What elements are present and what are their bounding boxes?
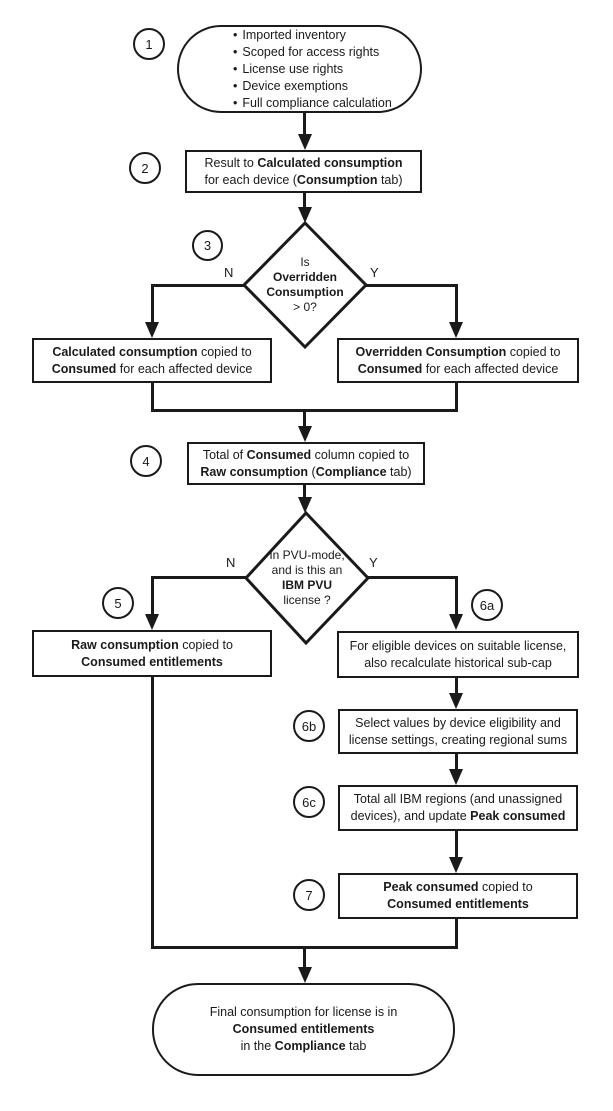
arrowhead-icon: [449, 322, 463, 338]
connector-no-branch: [151, 284, 245, 287]
decision-text-line: Is: [300, 255, 310, 269]
process-text-line: also recalculate historical sub-cap: [364, 655, 552, 670]
connector-merge-to-final: [303, 946, 306, 969]
total-regions-box: [338, 785, 578, 831]
bullet-text: License use rights: [242, 61, 344, 76]
bullet-dot-icon: •: [233, 95, 238, 110]
process-text-line: Peak consumed copied to: [383, 880, 533, 894]
step-badge-6b: [293, 710, 325, 742]
arrowhead-icon: [145, 614, 159, 630]
bullet-text: Scoped for access rights: [242, 44, 380, 59]
branch-label-yes: Y: [369, 555, 378, 570]
process-text-line: for each device (Consumption tab): [204, 172, 403, 187]
process-text-line: devices), and update Peak consumed: [350, 809, 566, 823]
step-badge-6b-label: 6b: [301, 718, 317, 734]
raw-copied-box: [32, 630, 272, 677]
step-badge-1-label: 1: [145, 36, 153, 52]
connector-6c-to-7: [455, 831, 458, 859]
connector-yes-branch: [366, 284, 458, 287]
decision-text-line: Overridden: [272, 270, 338, 284]
step-badge-5-label: 5: [114, 595, 122, 611]
connector-yes-branch: [455, 576, 458, 616]
process-text-line: Consumed entitlements: [81, 654, 223, 669]
terminator-text-line: in the Compliance tab: [240, 1039, 367, 1053]
step-badge-2: [129, 152, 161, 184]
arrowhead-icon: [298, 967, 312, 983]
branch-label-yes: Y: [370, 265, 379, 280]
step-badge-7: [293, 879, 325, 911]
connector-no-branch: [151, 284, 154, 324]
bullet-dot-icon: •: [233, 27, 238, 42]
process-text-line: Select values by device eligibility and: [355, 715, 561, 730]
arrowhead-icon: [145, 322, 159, 338]
process-text-line: Consumed entitlements: [387, 897, 529, 911]
list-item: [233, 27, 420, 44]
step-badge-6a-label: 6a: [479, 597, 495, 613]
process-text-line: Calculated consumption copied to: [52, 344, 252, 359]
step-badge-6c-label: 6c: [302, 794, 316, 810]
step-badge-3-label: 3: [203, 238, 212, 253]
step-badge-6c: [293, 786, 325, 818]
branch-label-no: N: [224, 265, 234, 280]
arrowhead-icon: [298, 134, 312, 150]
process-text-line: For eligible devices on suitable license,: [349, 638, 567, 653]
bullet-text: Imported inventory: [242, 27, 346, 42]
bullet-text: Full compliance calculation: [242, 95, 392, 110]
list-item: [233, 44, 420, 61]
arrowhead-icon: [449, 614, 463, 630]
start-terminator: [177, 25, 422, 113]
decision-text-line: Consumption: [266, 285, 344, 299]
step-badge-6a: [471, 589, 503, 621]
connector-no-branch: [151, 576, 246, 579]
decision-text-line: > 0?: [293, 300, 317, 314]
process-text-line: Raw consumption (Compliance tab): [200, 464, 412, 479]
process-text-line: license settings, creating regional sums: [348, 732, 568, 747]
bullet-dot-icon: •: [233, 61, 238, 76]
arrowhead-icon: [298, 426, 312, 442]
process-text-line: Consumed for each affected device: [51, 361, 253, 376]
list-item: [233, 95, 420, 112]
process-text-line: Overridden Consumption copied to: [355, 344, 561, 359]
pvu-decision-text: [246, 546, 368, 610]
arrowhead-icon: [449, 857, 463, 873]
connector-merge-left: [151, 383, 154, 412]
peak-copied-box: [338, 873, 578, 919]
bullet-text: Device exemptions: [242, 78, 348, 93]
process-text-line: Raw consumption copied to: [71, 637, 233, 652]
start-bullet-list: [179, 27, 420, 112]
step-badge-4: [130, 445, 162, 477]
connector-yes-branch: [366, 576, 458, 579]
decision-text-line: IBM PVU: [281, 578, 332, 592]
connector-peak-to-final: [455, 919, 458, 949]
step-badge-4-label: 4: [142, 453, 150, 469]
terminator-text-line: Final consumption for license is in: [209, 1005, 398, 1019]
calculated-copied-box: [32, 338, 272, 383]
connector-yes-branch: [455, 284, 458, 324]
arrowhead-icon: [449, 769, 463, 785]
process-text-line: Result to Calculated consumption: [204, 155, 403, 170]
decision-text-line: license ?: [283, 593, 331, 607]
result-process-box: [185, 150, 422, 193]
process-text-line: Consumed for each affected device: [357, 361, 559, 376]
decision-text-line: and is this an: [271, 563, 343, 577]
eligible-devices-box: [337, 631, 579, 678]
final-terminator: [152, 983, 455, 1076]
connector-start-to-result: [303, 113, 306, 136]
list-item: [233, 78, 420, 95]
overridden-copied-box: [337, 338, 579, 383]
select-values-box: [338, 709, 578, 754]
step-badge-2-label: 2: [141, 160, 149, 176]
decision-text-line: In PVU-mode,: [269, 548, 345, 562]
connector-raw-to-final: [151, 677, 154, 949]
step-badge-7-label: 7: [305, 887, 313, 903]
total-consumed-box: [187, 442, 425, 485]
process-text-line: Total all IBM regions (and unassigned: [353, 792, 563, 806]
terminator-text-line: Consumed entitlements: [232, 1022, 375, 1036]
connector-merge-right: [455, 383, 458, 412]
list-item: [233, 61, 420, 78]
arrowhead-icon: [449, 693, 463, 709]
bullet-dot-icon: •: [233, 44, 238, 59]
overridden-decision-text: [245, 253, 365, 317]
process-text-line: Total of Consumed column copied to: [202, 447, 410, 462]
step-badge-5: [102, 587, 134, 619]
branch-label-no: N: [226, 555, 236, 570]
connector-no-branch: [151, 576, 154, 616]
step-badge-1: [133, 28, 165, 60]
bullet-dot-icon: •: [233, 78, 238, 93]
step-badge-3: [192, 230, 223, 261]
